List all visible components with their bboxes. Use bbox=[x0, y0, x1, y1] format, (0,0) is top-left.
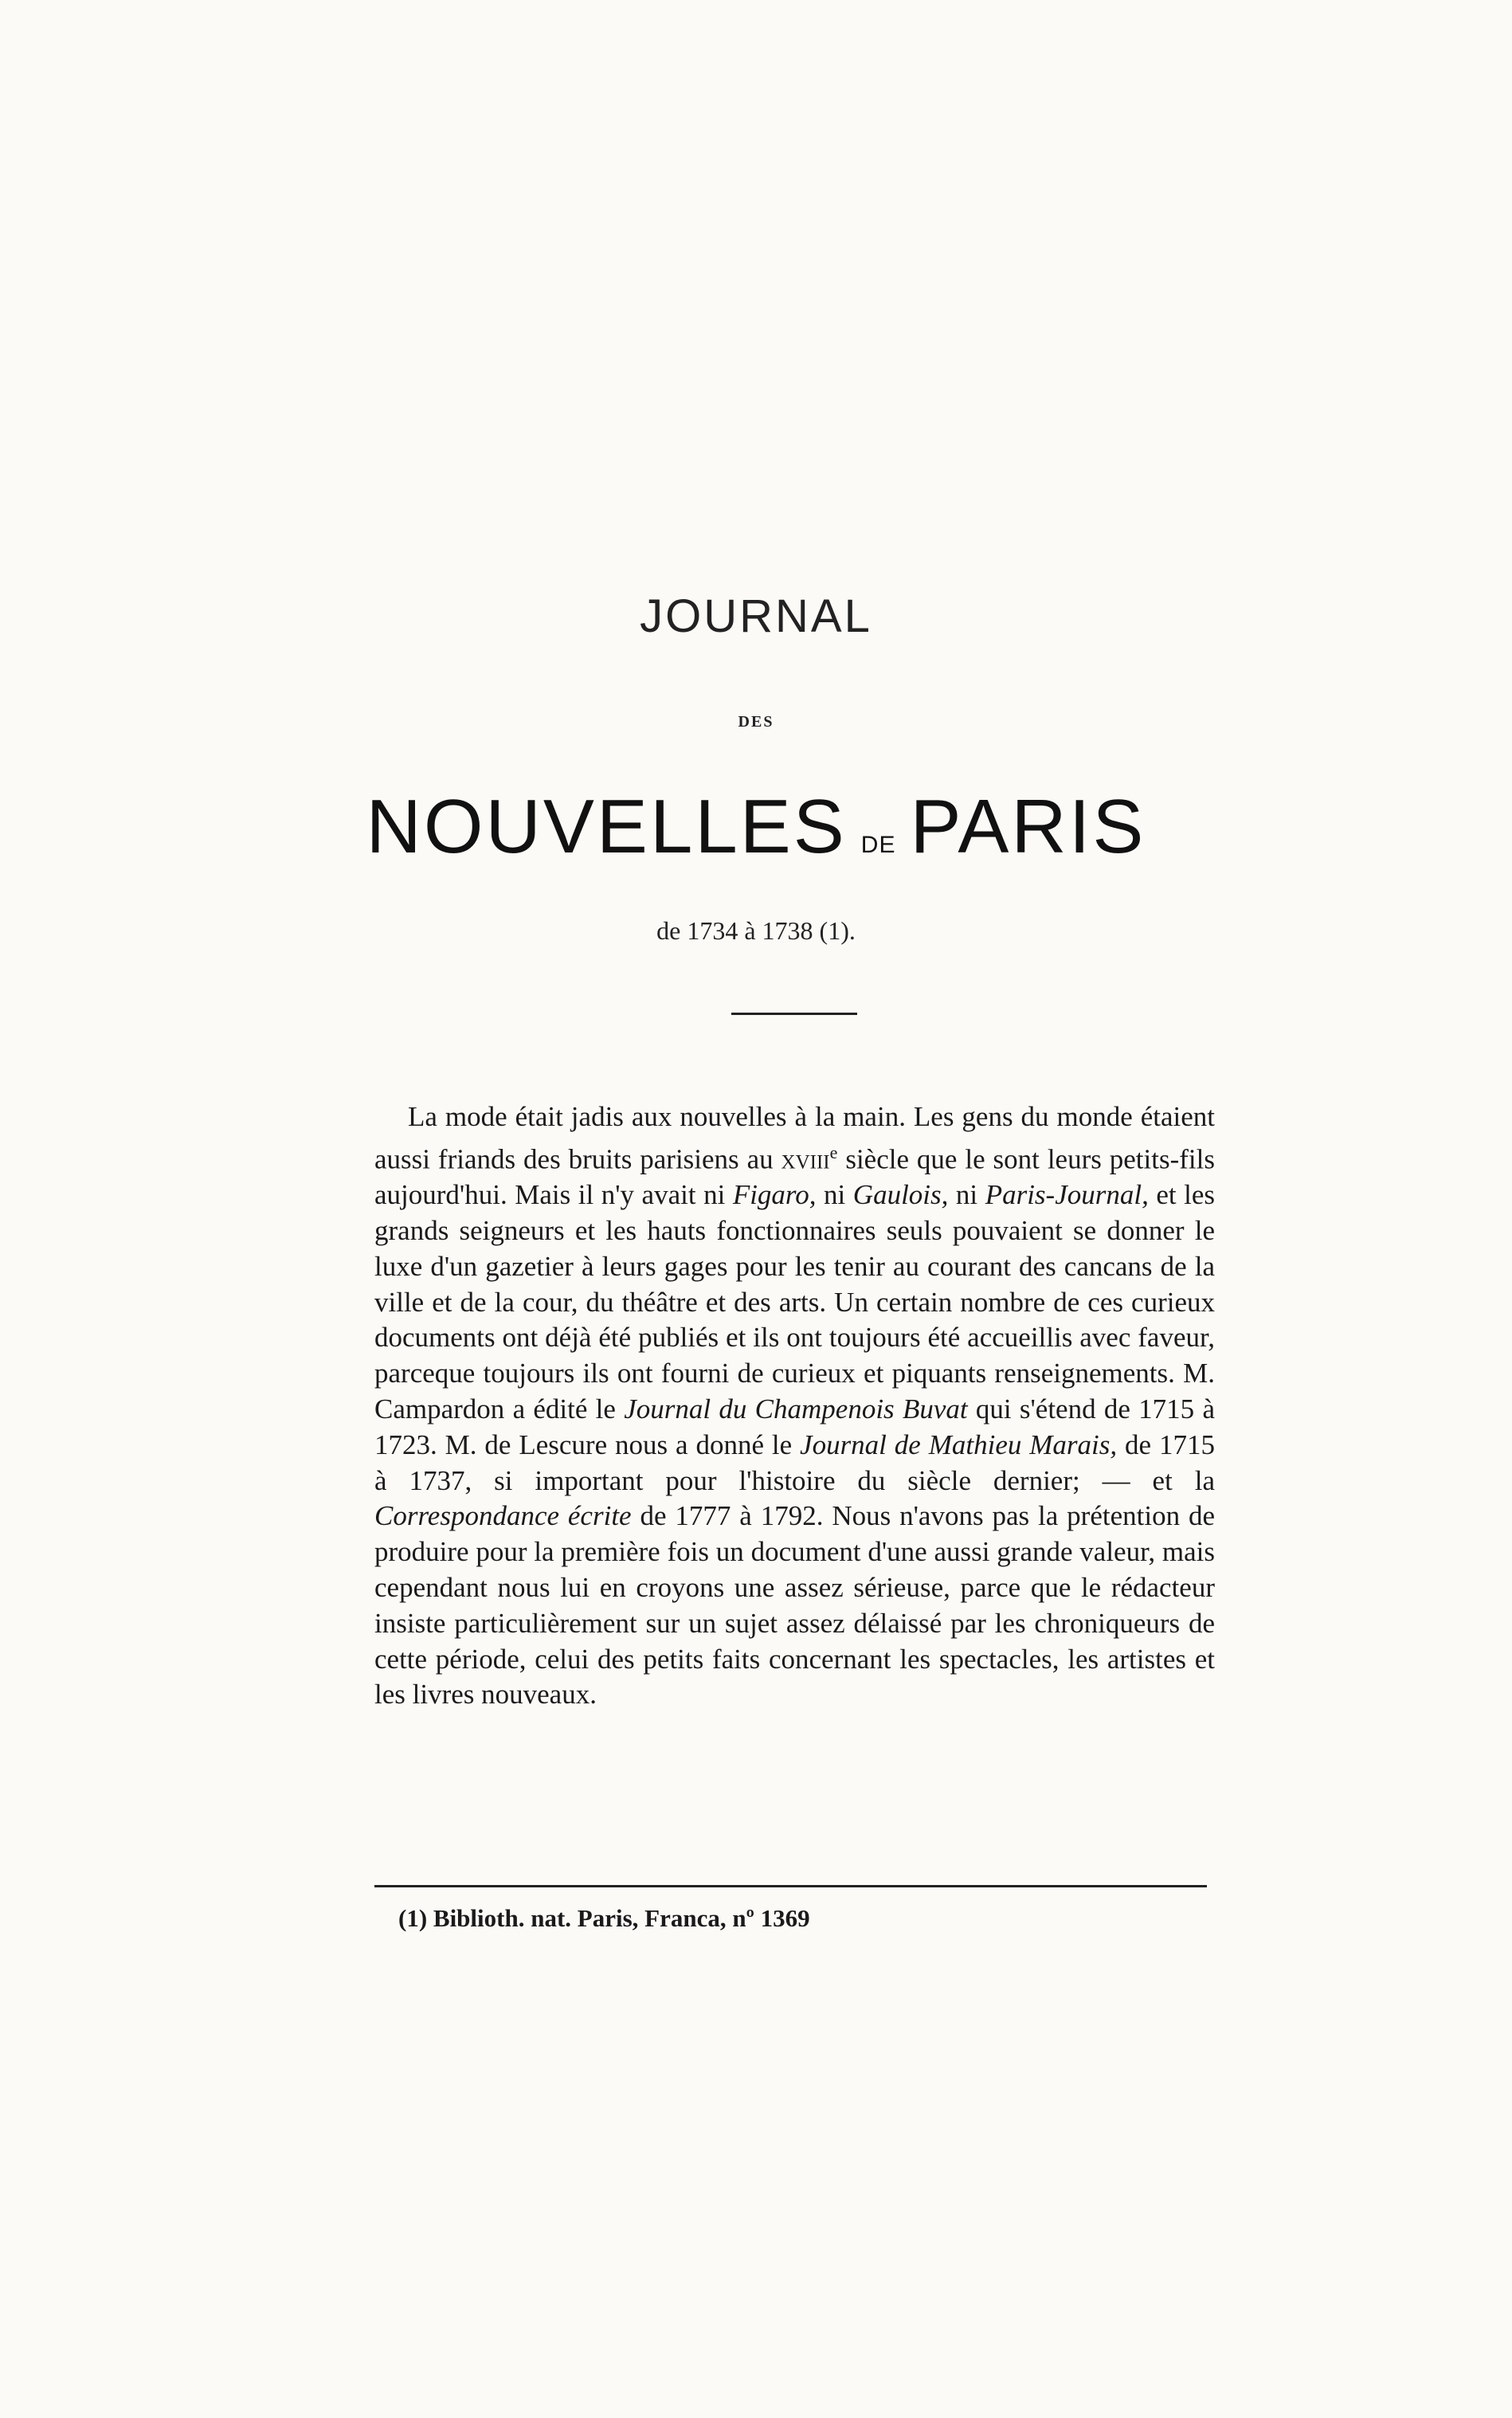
body-correspondance: Correspondance écrite bbox=[374, 1500, 632, 1532]
body-text-3: ni bbox=[816, 1179, 853, 1211]
title-des: DES bbox=[738, 713, 774, 731]
title-main bbox=[0, 784, 1512, 869]
body-journal-buvat: Journal du Champenois Buvat bbox=[624, 1393, 968, 1425]
body-text-6: qui s'étend de 1715 à 1723. M. de Lescure nous a donné le bbox=[374, 1393, 1216, 1460]
footnote-divider bbox=[374, 1885, 1207, 1887]
body-text-4: ni bbox=[948, 1179, 985, 1211]
body-text-5: et les grands seigneurs et les hauts fonctionnaires seuls pouvaient se donner le luxe d'un gazetier à leurs gages pour les tenir au courant des cancans de la ville et de la cour, du théâtre et des arts. Un certain nombre de ces curieux documents ont déjà été publiés et ils ont toujours été accueillis avec faveur, parceque toujours ils ont fourni de curieux et piquants renseignements. M. Campardon a édité le bbox=[374, 1179, 1216, 1425]
body-figaro: Figaro, bbox=[732, 1179, 817, 1211]
title-de: DE bbox=[860, 832, 896, 858]
body-text-8: de 1777 à 1792. Nous n'avons pas la prétention de produire pour la première fois un document d'une aussi grande valeur, mais cependant nous lui en croyons une assez sérieuse, parce que le rédacteur insiste particulièrement sur un sujet assez délaissé par les chroniqueurs de cette période, celui des petits faits concernant les spectacles, les artistes et les livres nouveaux. bbox=[374, 1500, 1215, 1711]
body-xviii-sup: e bbox=[829, 1142, 838, 1162]
footnote: (1) Biblioth. nat. Paris, Franca, nº 1369 bbox=[398, 1904, 810, 1932]
title-nouvelles: NOUVELLES bbox=[366, 784, 847, 869]
title-dates: de 1734 à 1738 (1). bbox=[656, 916, 856, 945]
body-paragraph bbox=[374, 1099, 1215, 1713]
body-text-2: siècle que le sont leurs petits-fils aujourd'hui. Mais il n'y avait ni bbox=[374, 1143, 1215, 1211]
title-paris: PARIS bbox=[910, 784, 1146, 869]
body-xviii: xviii bbox=[781, 1143, 830, 1175]
body-text-1: La mode était jadis aux nouvelles à la main. Les gens du monde étaient aussi friands des bruits parisiens au bbox=[374, 1101, 1215, 1175]
short-divider bbox=[731, 1013, 857, 1015]
title-journal: JOURNAL bbox=[640, 590, 872, 642]
body-paris-journal: Paris-Journal, bbox=[985, 1179, 1149, 1211]
body-journal-marais: Journal de Mathieu Marais, bbox=[800, 1428, 1118, 1460]
body-text-7: de 1715 à 1737, si important pour l'histoire du siècle dernier; — et la bbox=[374, 1428, 1215, 1496]
body-gaulois: Gaulois, bbox=[852, 1179, 949, 1211]
